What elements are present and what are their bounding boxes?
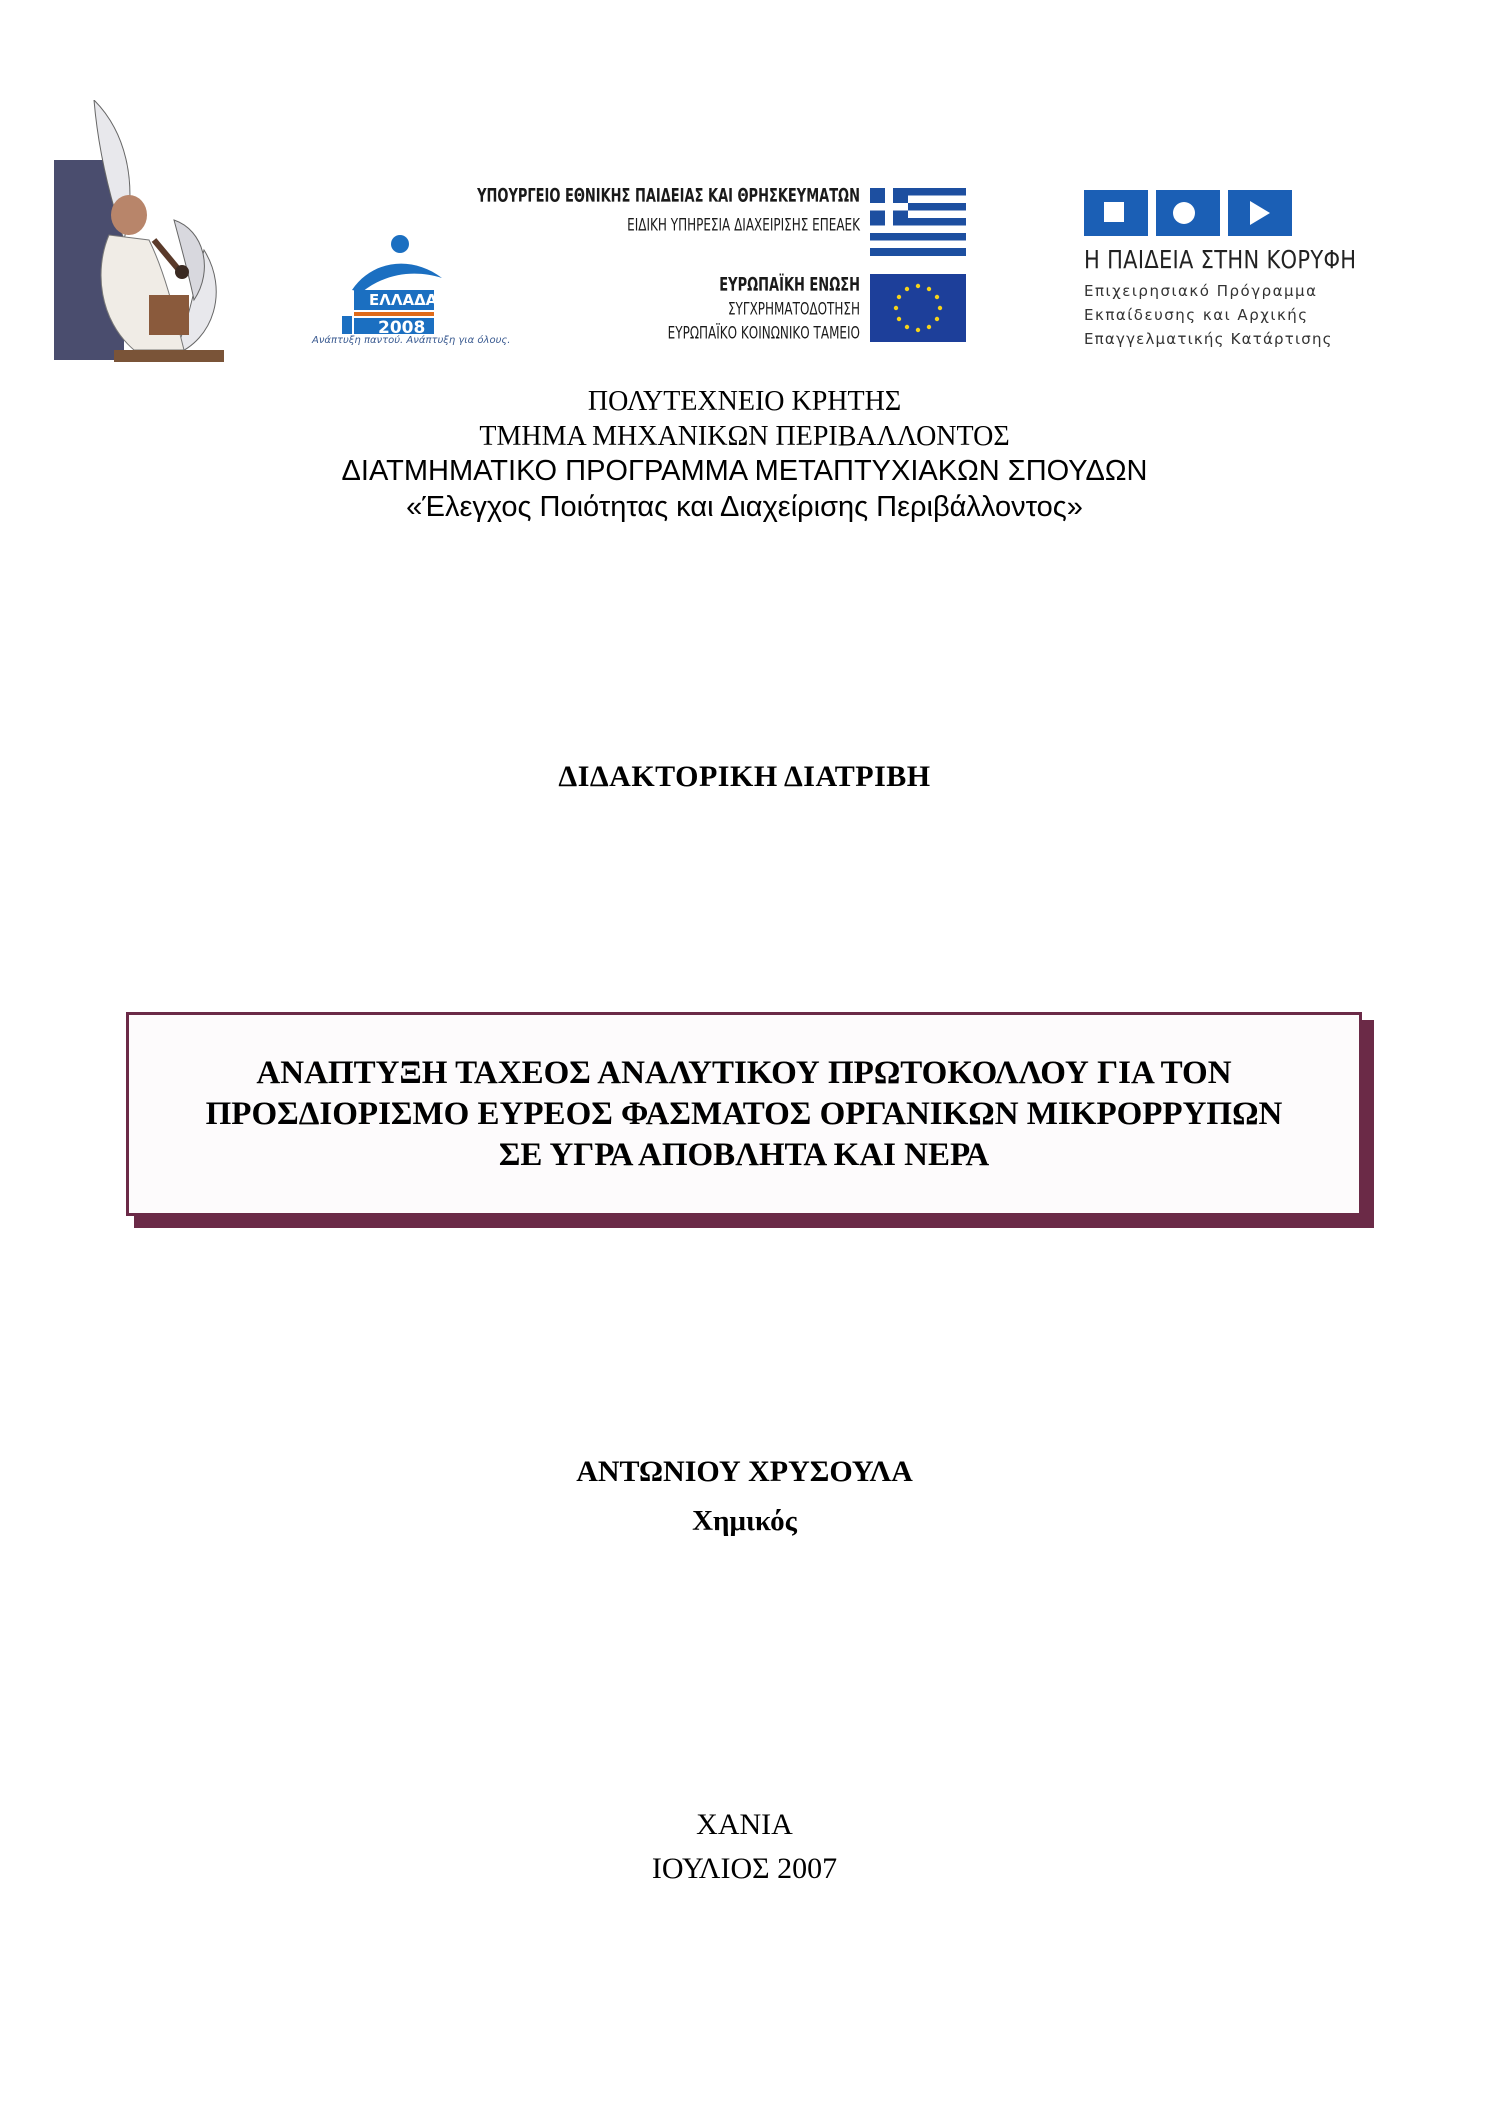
author-role: Χημικός [692, 1505, 797, 1537]
paideia-title: Η ΠΑΙΔΕΙΑ ΣΤΗΝ ΚΟΡΥΦΗ [1084, 245, 1357, 274]
paideia-line2: Εκπαίδευσης και Αρχικής [1084, 306, 1309, 324]
university-name: ΠΟΛΥΤΕΧΝΕΙΟ ΚΡΗΤΗΣ [587, 386, 902, 417]
university-emblem-logo [54, 100, 234, 370]
thesis-title-line3: ΣΕ ΥΓΡΑ ΑΠΟΒΛΗΤΑ ΚΑΙ ΝΕΡΑ [498, 1136, 990, 1173]
program-subtitle: «Έλεγχος Ποιότητας και Διαχείρισης Περιβάλλοντος» [406, 491, 1083, 523]
thesis-type: ΔΙΔΑΚΤΟΡΙΚΗ ΔΙΑΤΡΙΒΗ [558, 760, 931, 793]
eu-line3: ΕΥΡΩΠΑΪΚΟ ΚΟΙΝΩΝΙΚΟ ΤΑΜΕΙΟ [667, 323, 860, 343]
ellada-slogan: Ανάπτυξη παντού. Ανάπτυξη για όλους. [312, 335, 511, 346]
thesis-title-box [126, 1012, 1362, 1216]
eu-flag-icon [870, 274, 966, 342]
paideia-line3: Επαγγελματικής Κατάρτισης [1084, 330, 1333, 348]
author-name: ΑΝΤΩΝΙΟΥ ΧΡΥΣΟΥΛΑ [576, 1455, 913, 1488]
date: ΙΟΥΛΙΟΣ 2007 [651, 1852, 838, 1885]
program-name: ΔΙΑΤΜΗΜΑΤΙΚΟ ΠΡΟΓΡΑΜΜΑ ΜΕΤΑΠΤΥΧΙΑΚΩΝ ΣΠΟΥΔΩΝ [341, 455, 1148, 487]
greek-flag-icon [870, 188, 966, 256]
ellada-name: ΕΛΛΑΔΑ [369, 291, 438, 309]
eu-line2: ΣΥΓΧΡΗΜΑΤΟΔΟΤΗΣΗ [727, 299, 860, 319]
place: ΧΑΝΙΑ [696, 1808, 793, 1841]
paideia-logo-icon [1084, 190, 1292, 238]
ellada-year: 2008 [378, 318, 426, 338]
eu-line1: ΕΥΡΩΠΑΪΚΗ ΕΝΩΣΗ [719, 275, 860, 296]
paideia-line1: Επιχειρησιακό Πρόγραμμα [1084, 282, 1318, 300]
thesis-title-line2: ΠΡΟΣΔΙΟΡΙΣΜΟ ΕΥΡΕΟΣ ΦΑΣΜΑΤΟΣ ΟΡΓΑΝΙΚΩΝ ΜΙΚΡΟΡΡΥΠΩΝ [205, 1095, 1283, 1132]
funding-banner [312, 180, 1357, 352]
department-name: ΤΜΗΜΑ ΜΗΧΑΝΙΚΩΝ ΠΕΡΙΒΑΛΛΟΝΤΟΣ [479, 421, 1010, 452]
thesis-title-line1: ΑΝΑΠΤΥΞΗ ΤΑΧΕΟΣ ΑΝΑΛΥΤΙΚΟΥ ΠΡΩΤΟΚΟΛΛΟΥ ΓΙΑ ΤΟΝ [256, 1054, 1232, 1091]
ministry-line2: ΕΙΔΙΚΗ ΥΠΗΡΕΣΙΑ ΔΙΑΧΕΙΡΙΣΗΣ ΕΠΕΑΕΚ [627, 215, 860, 235]
ministry-line1: ΥΠΟΥΡΓΕΙΟ ΕΘΝΙΚΗΣ ΠΑΙΔΕΙΑΣ ΚΑΙ ΘΡΗΣΚΕΥΜΑΤΩΝ [477, 186, 860, 207]
